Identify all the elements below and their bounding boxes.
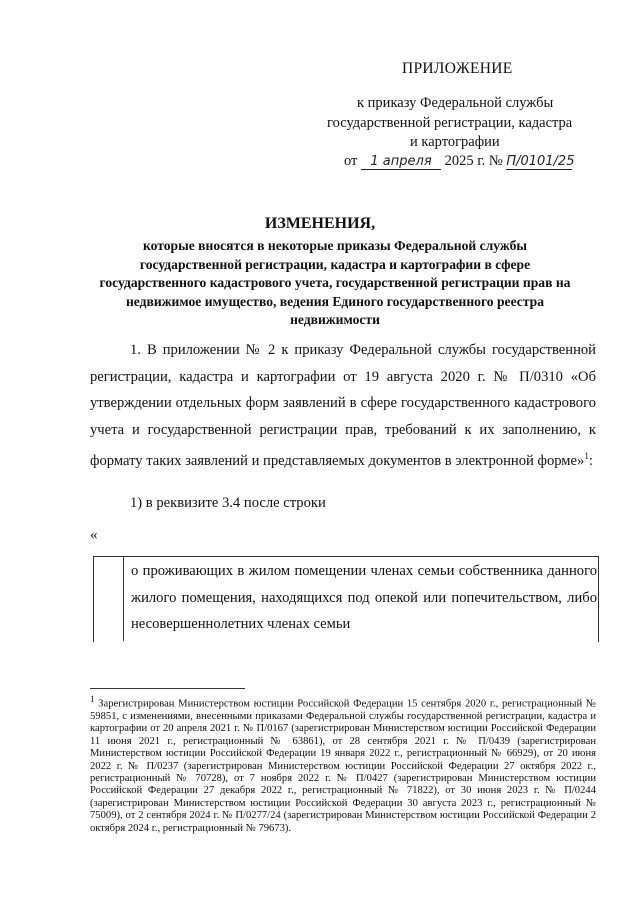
footnote-marker: 1: [90, 694, 95, 704]
appendix-line-2: государственной регистрации, кадастра: [327, 115, 573, 131]
footnote-separator: [90, 688, 245, 689]
date-prefix: от: [344, 153, 358, 169]
paragraph-2-text: 1) в реквизите 3.4 после строки: [130, 495, 326, 511]
document-subtitle: которые вносятся в некоторые приказы Федеральной службы государственной регистрации, кадастра и картографии в сфере государственного кадастрового учета, государственной регистрации прав на недвижимое имущество, ведения Единого государственного реестра недвижимости: [99, 238, 571, 327]
order-year: 2025 г. №: [444, 153, 503, 169]
opening-quote: «: [90, 527, 98, 543]
handwritten-date: 1 апреля: [361, 154, 441, 170]
appendix-line-3: и картографии: [410, 134, 500, 150]
table-column-divider: [123, 556, 124, 641]
paragraph-1-text: 1. В приложении № 2 к приказу Федеральной службы государственной регистрации, кадастра и картографии от 19 августа 2020 г. № П/0310 «Об утверждении отдельных форм заявлений в сфере государственного кадастрового учета и государственной регистрации прав, требований к их заполнению, к формату таких заявлений и представляемых документов в электронной форме»: [90, 342, 596, 470]
paragraph-1: [90, 337, 596, 475]
footnote: [90, 693, 596, 835]
document-title: ИЗМЕНЕНИЯ,: [264, 215, 376, 232]
appendix-line-1: к приказу Федеральной службы: [357, 95, 554, 111]
paragraph-1-end: :: [588, 453, 593, 470]
appendix-date-line: [344, 153, 575, 170]
appendix-title: ПРИЛОЖЕНИЕ: [402, 60, 513, 77]
table-cell-text: о проживающих в жилом помещении членах семьи собственника данного жилого помещения, находящихся под опекой или попечительством, либо несовершеннолетних членах семьи: [131, 563, 597, 632]
footnote-ref: 1: [584, 451, 589, 462]
handwritten-order-number: П/0101/25: [506, 154, 575, 169]
footnote-text: Зарегистрирован Министерством юстиции Российской Федерации 15 сентября 2020 г., регистрационный № 59851, с изменениями, внесенными приказами Федеральной службы государственной регистрации, кадастра и картографии от 20 апреля 2021 г. № П/0167 (зарегистрирован Министерством юстиции Российской Федерации 11 июня 2021 г., регистрационный № 63861), от 28 сентября 2021 г. № П/0439 (зарегистрирован Министерством юстиции Российской Федерации 19 января 2022 г., регистрационный № 66929), от 20 июня 2022 г. № П/0237 (зарегистрирован Министерством юстиции Российской Федерации 27 октября 2022 г., регистрационный № 70728), от 7 ноября 2022 г. № П/0427 (зарегистрирован Министерством юстиции Российской Федерации 27 декабря 2022 г., регистрационный № 71822), от 30 июня 2023 г. № П/0244 (зарегистрирован Министерством юстиции Российской Федерации 30 августа 2023 г., регистрационный № 75009), от 2 сентября 2024 г. № П/0277/24 (зарегистрирован Министерством юстиции Российской Федерации 2 октября 2024 г., регистрационный № 79673).: [90, 698, 596, 834]
paragraph-2: [90, 490, 596, 517]
